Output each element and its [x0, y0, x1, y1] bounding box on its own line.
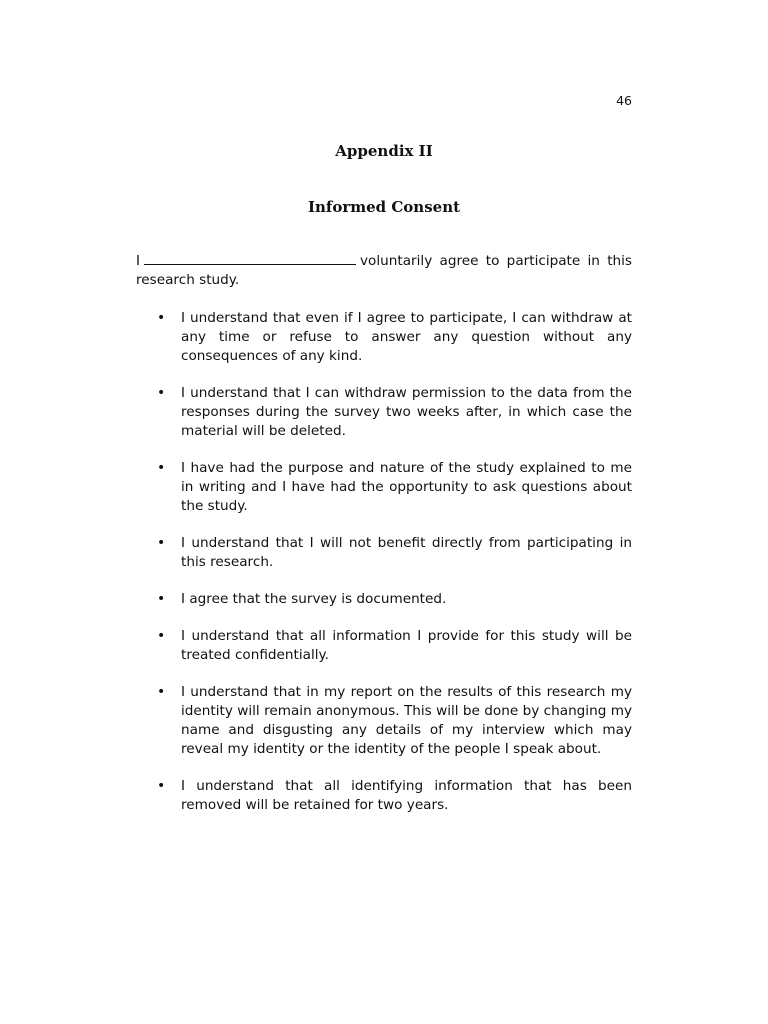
page-number: 46: [616, 93, 632, 108]
statement-text: I understand that I will not benefit directly from participating in this research.: [181, 535, 632, 570]
statement-text: I understand that in my report on the results of this research my identity will remain anonymous. This will be done by changing my name and disgusting any details of my interview which may reveal my identity or the identity of the people I speak about.: [181, 684, 632, 757]
section-title: Informed Consent: [307, 198, 461, 216]
list-item: [136, 309, 632, 366]
list-item: [136, 459, 632, 516]
statement-text: I have had the purpose and nature of the study explained to me in writing and I have had the opportunity to ask questions about the study.: [181, 460, 632, 514]
list-item: [136, 777, 632, 815]
consent-statement: [136, 252, 632, 290]
list-item: [136, 384, 632, 441]
consent-intro-text: voluntarily agree to participate in this research study.: [136, 253, 632, 288]
list-item: [136, 590, 632, 609]
statement-text: I agree that the survey is documented.: [181, 591, 447, 607]
name-blank-line: [144, 252, 356, 265]
statement-text: I understand that even if I agree to participate, I can withdraw at any time or refuse to answer any question without any consequences of any kind.: [181, 310, 632, 364]
list-item: [136, 534, 632, 572]
list-item: [136, 627, 632, 665]
statement-text: I understand that all identifying information that has been removed will be retained for two years.: [181, 778, 632, 813]
bullet-icon: •: [157, 591, 166, 607]
statement-text: I understand that all information I provide for this study will be treated confidentially.: [181, 628, 632, 663]
bullet-icon: •: [157, 310, 166, 326]
bullet-icon: •: [157, 385, 166, 401]
bullet-icon: •: [157, 535, 166, 551]
consent-statement-list: [136, 309, 632, 833]
bullet-icon: •: [157, 460, 166, 476]
appendix-title: Appendix II: [335, 142, 433, 160]
statement-text: I understand that I can withdraw permission to the data from the responses during the survey two weeks after, in which case the material will be deleted.: [181, 385, 632, 439]
bullet-icon: •: [157, 628, 166, 644]
bullet-icon: •: [157, 684, 166, 700]
list-item: [136, 683, 632, 759]
consent-intro-pronoun: I: [136, 253, 141, 269]
bullet-icon: •: [157, 778, 166, 794]
